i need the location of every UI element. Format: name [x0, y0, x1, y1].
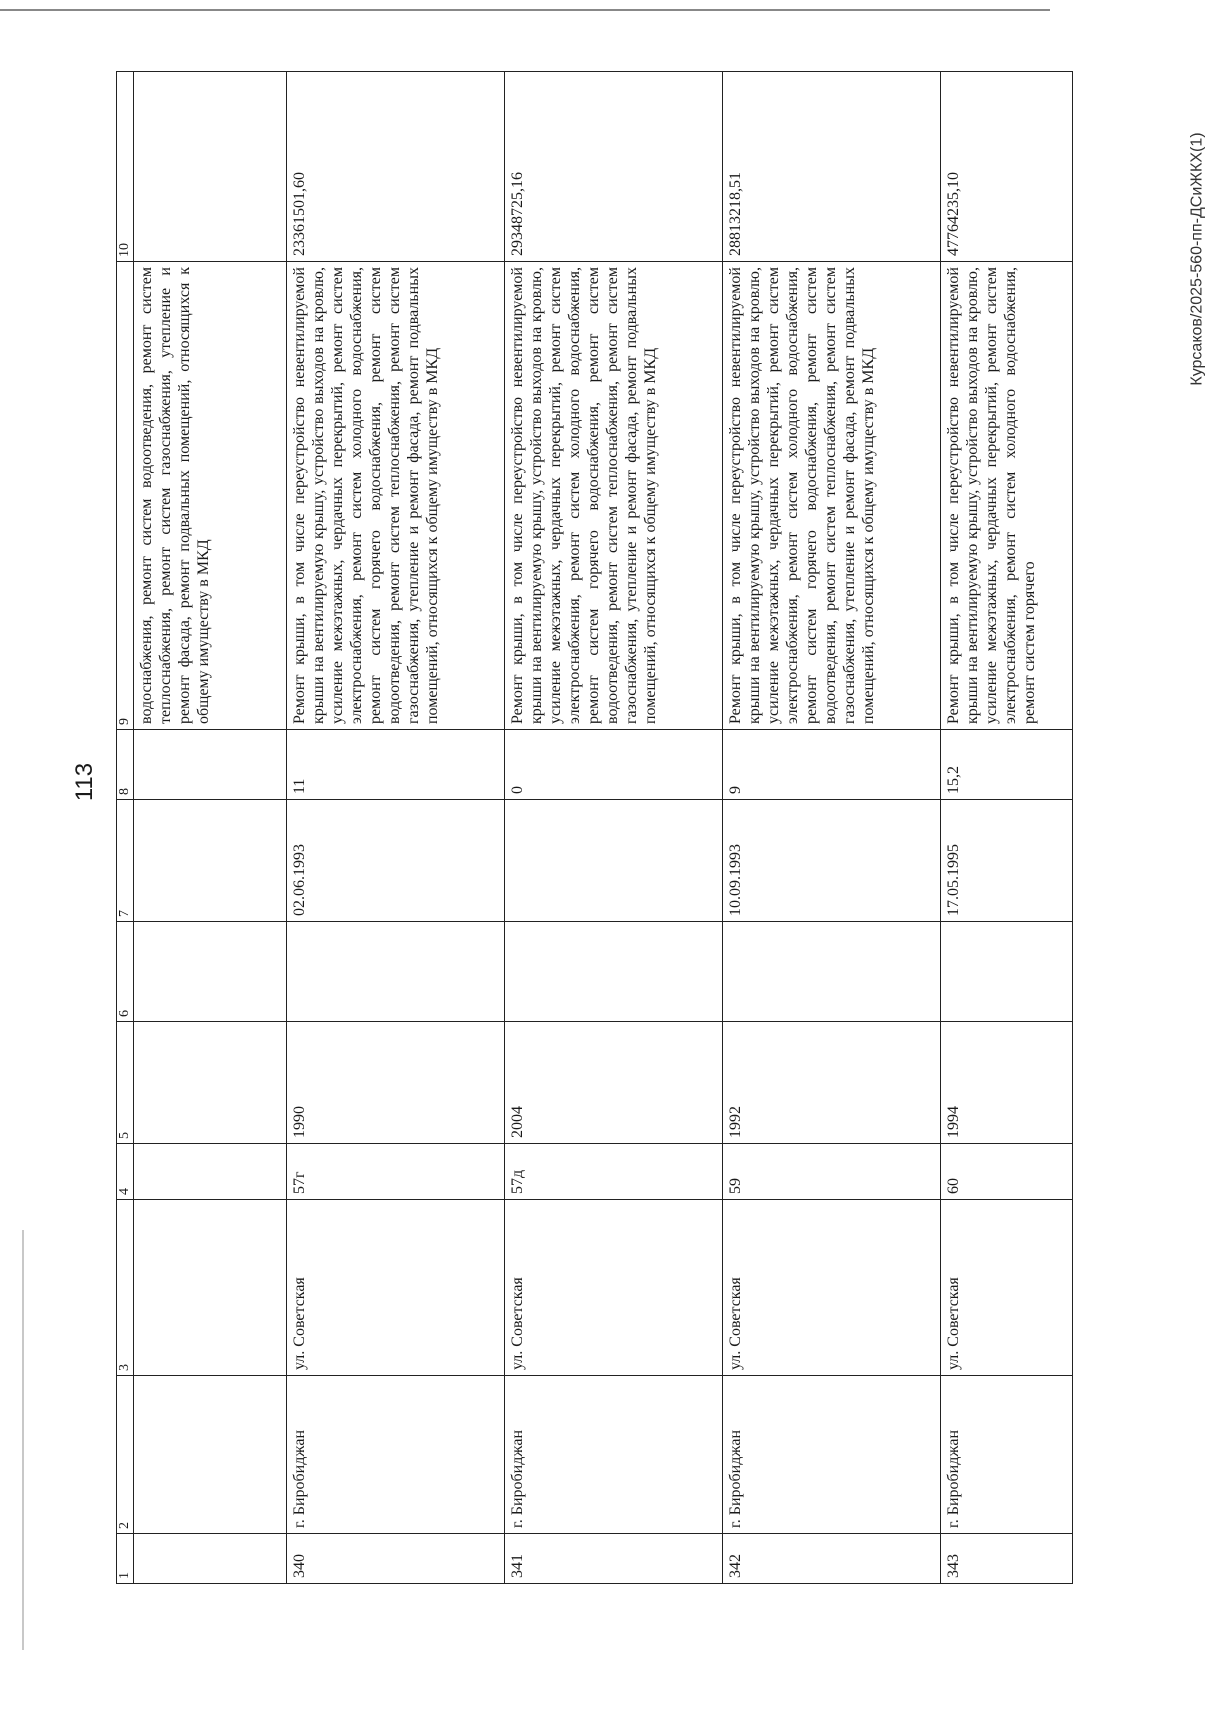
column-6: [723, 922, 941, 1022]
street: ул. Советская: [287, 1200, 505, 1376]
cost: 23361501,60: [287, 72, 505, 262]
column-8: 15,2: [941, 730, 1073, 800]
page-number: 113: [71, 762, 99, 802]
street: ул. Советская: [723, 1200, 941, 1376]
date: 17.05.1995: [941, 800, 1073, 922]
column-6: [287, 922, 505, 1022]
street: ул. Советская: [505, 1200, 723, 1376]
rotated-table-container: [116, 72, 1052, 1584]
cost: 29348725,16: [505, 72, 723, 262]
column-number: 9: [117, 262, 134, 730]
column-number: 3: [117, 1200, 134, 1376]
city: г. Биробиджан: [941, 1376, 1073, 1534]
date: 02.06.1993: [287, 800, 505, 922]
house-number: 57г: [287, 1144, 505, 1200]
house-number: 57д: [505, 1144, 723, 1200]
city: г. Биробиджан: [505, 1376, 723, 1534]
date: [505, 800, 723, 922]
column-number: 2: [117, 1376, 134, 1534]
column-number: 1: [117, 1534, 134, 1584]
column-6: [941, 922, 1073, 1022]
street: ул. Советская: [941, 1200, 1073, 1376]
left-margin-rule: [22, 1230, 24, 1650]
column-number: 6: [117, 922, 134, 1022]
column-number-row: [117, 72, 134, 1584]
top-rule: [0, 9, 1050, 11]
date: 10.09.1993: [723, 800, 941, 922]
column-8: 11: [287, 730, 505, 800]
works-description: водоснабжения, ремонт систем водоотведения, ремонт систем теплоснабжения, ремонт систем газоснабжения, утепление и ремонт фасада, ремонт подвальных помещений, относящихся к общему имуществу в МКД: [134, 262, 287, 730]
table-cell: [134, 730, 287, 800]
row-number: 341: [505, 1534, 723, 1584]
column-number: 5: [117, 1022, 134, 1144]
house-number: 59: [723, 1144, 941, 1200]
works-description: Ремонт крыши, в том числе переустройство невентилируемой крыши на вентилируемую крышу, устройство выходов на кровлю, усиление межэтажных, чердачных перекрытий, ремонт систем электроснабжения, ремонт систем холодного водоснабжения, ремонт систем горячего водоснабжения, ремонт систем водоотведения, ремонт систем теплоснабжения, ремонт систем газоснабжения, утепление и ремонт фасада, ремонт подвальных помещений, относящихся к общему имуществу в МКД: [723, 262, 941, 730]
city: г. Биробиджан: [287, 1376, 505, 1534]
continued-row: [134, 72, 287, 1584]
table-cell: [134, 72, 287, 262]
table-cell: [134, 1376, 287, 1534]
row-number: 342: [723, 1534, 941, 1584]
works-description: Ремонт крыши, в том числе переустройство невентилируемой крыши на вентилируемую крышу, устройство выходов на кровлю, усиление межэтажных, чердачных перекрытий, ремонт систем электроснабжения, ремонт систем холодного водоснабжения, ремонт систем горячего водоснабжения, ремонт систем водоотведения, ремонт систем теплоснабжения, ремонт систем газоснабжения, утепление и ремонт фасада, ремонт подвальных помещений, относящихся к общему имуществу в МКД: [505, 262, 723, 730]
column-6: [505, 922, 723, 1022]
year: 2004: [505, 1022, 723, 1144]
column-number: 4: [117, 1144, 134, 1200]
year: 1992: [723, 1022, 941, 1144]
table-cell: [134, 1200, 287, 1376]
works-description: Ремонт крыши, в том числе переустройство невентилируемой крыши на вентилируемую крышу, устройство выходов на кровлю, усиление межэтажных, чердачных перекрытий, ремонт систем электроснабжения, ремонт систем холодного водоснабжения, ремонт систем горячего водоснабжения, ремонт систем водоотведения, ремонт систем теплоснабжения, ремонт систем газоснабжения, утепление и ремонт фасада, ремонт подвальных помещений, относящихся к общему имуществу в МКД: [287, 262, 505, 730]
document-footer-code: Курсаков/2025-560-пп-ДСиЖКХ(1): [1188, 132, 1206, 386]
table-row: [723, 72, 941, 1584]
year: 1994: [941, 1022, 1073, 1144]
table-row: [505, 72, 723, 1584]
table-cell: [134, 1144, 287, 1200]
table-cell: [134, 800, 287, 922]
cost: 47764235,10: [941, 72, 1073, 262]
year: 1990: [287, 1022, 505, 1144]
column-number: 7: [117, 800, 134, 922]
table-cell: [134, 922, 287, 1022]
city: г. Биробиджан: [723, 1376, 941, 1534]
house-number: 60: [941, 1144, 1073, 1200]
cost: 28813218,51: [723, 72, 941, 262]
table-cell: [134, 1534, 287, 1584]
table-cell: [134, 1022, 287, 1144]
column-number: 8: [117, 730, 134, 800]
works-description: Ремонт крыши, в том числе переустройство невентилируемой крыши на вентилируемую крышу, устройство выходов на кровлю, усиление межэтажных, чердачных перекрытий, ремонт систем электроснабжения, ремонт систем холодного водоснабжения, ремонт систем горячего: [941, 262, 1073, 730]
row-number: 343: [941, 1534, 1073, 1584]
table-row: [941, 72, 1073, 1584]
table-row: [287, 72, 505, 1584]
column-8: 0: [505, 730, 723, 800]
row-number: 340: [287, 1534, 505, 1584]
column-8: 9: [723, 730, 941, 800]
repair-program-table: [116, 71, 1073, 1584]
column-number: 10: [117, 72, 134, 262]
